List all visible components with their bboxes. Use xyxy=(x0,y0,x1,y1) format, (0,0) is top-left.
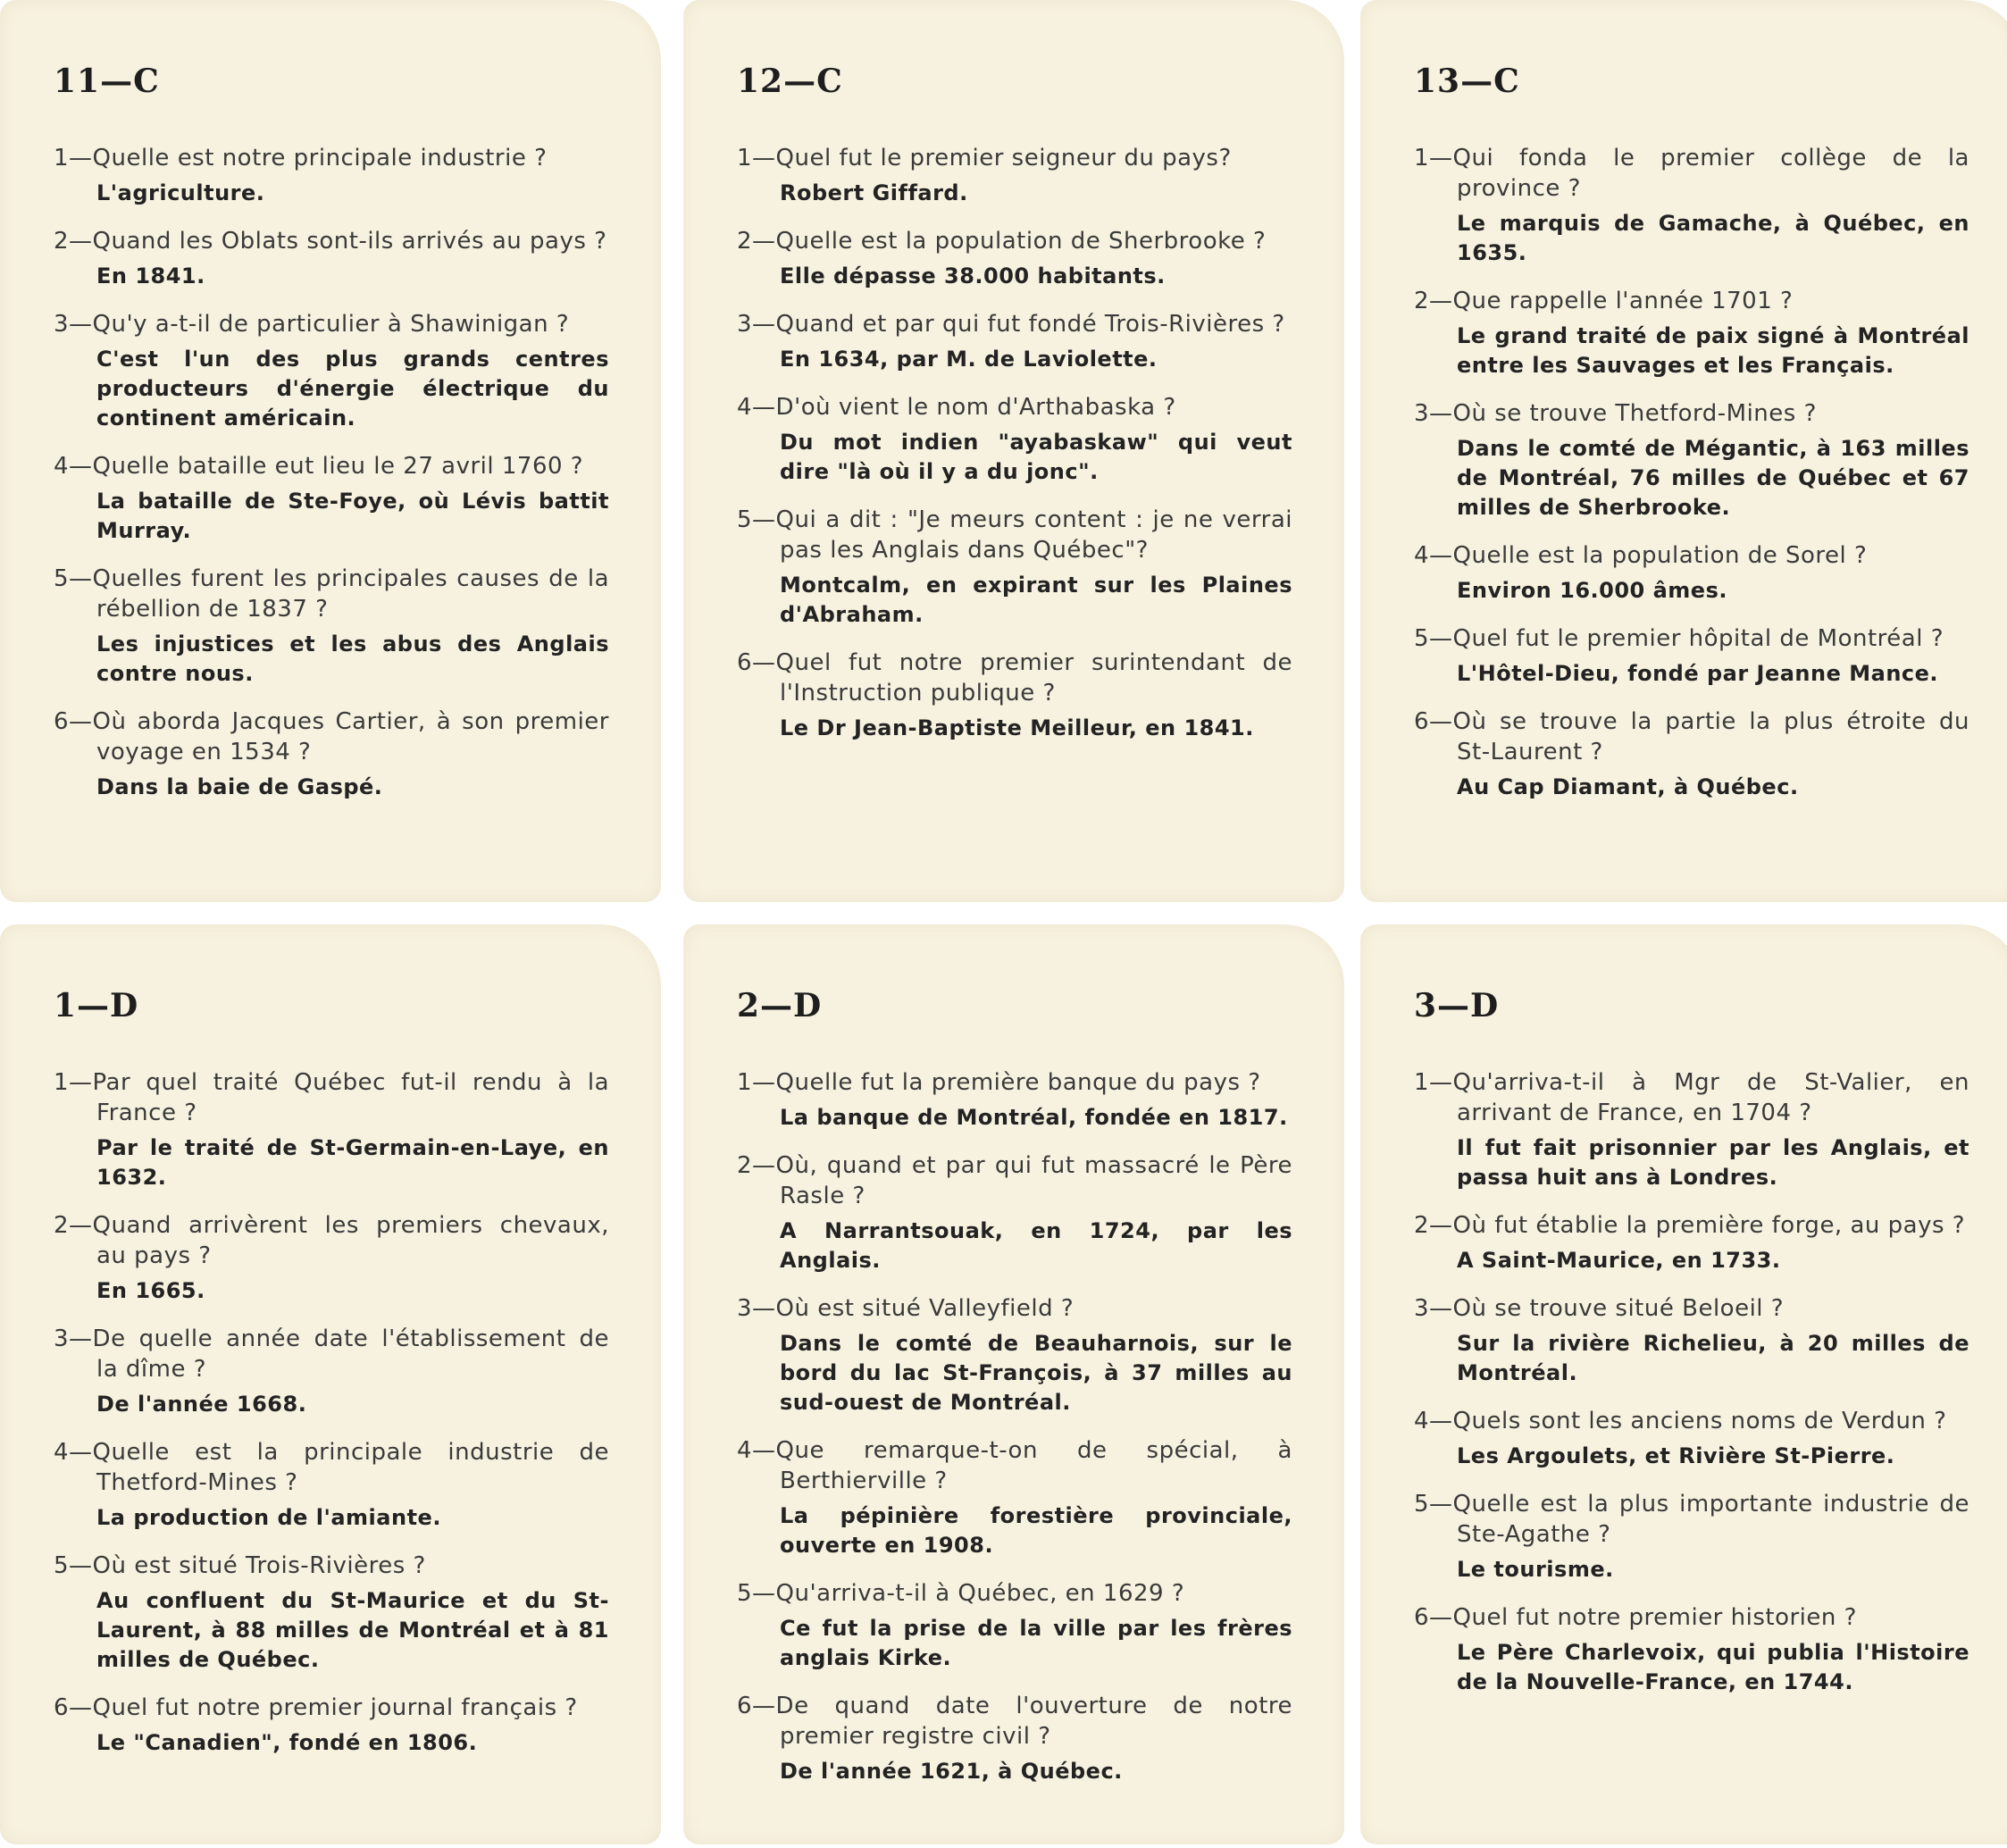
answer-text: La banque de Montréal, fondée en 1817. xyxy=(780,1105,1288,1130)
answer-text: Le tourisme. xyxy=(1457,1557,1614,1582)
question-text: 1—Quel fut le premier seigneur du pays? xyxy=(737,145,1232,171)
question-item xyxy=(54,1324,609,1419)
question-text: 1—Qui fonda le premier collège de la province ? xyxy=(1414,145,1969,202)
answer-text: Le Dr Jean-Baptiste Meilleur, en 1841. xyxy=(780,715,1254,740)
question-text: 1—Quelle est notre principale industrie ? xyxy=(54,145,548,171)
question-text: 3—De quelle année date l'établissement de la dîme ? xyxy=(54,1325,609,1383)
answer-text: A Saint-Maurice, en 1733. xyxy=(1457,1248,1781,1273)
answer-text: La bataille de Ste-Foye, où Lévis battit Murray. xyxy=(96,489,609,543)
answer-text: Robert Giffard. xyxy=(780,180,968,205)
question-text: 2—Où fut établie la première forge, au pays ? xyxy=(1414,1212,1966,1239)
card-title: 13—C xyxy=(1414,63,1520,100)
answer-text: La production de l'amiante. xyxy=(96,1505,441,1530)
answer-text: Sur la rivière Richelieu, à 20 milles de Montréal. xyxy=(1457,1331,1969,1385)
question-item xyxy=(737,392,1292,487)
answer-text: Le "Canadien", fondé en 1806. xyxy=(96,1730,478,1755)
answer-text: Ce fut la prise de la ville par les frères anglais Kirke. xyxy=(780,1616,1292,1670)
question-text: 6—Quel fut notre premier journal français ? xyxy=(54,1694,578,1721)
question-item xyxy=(54,1437,609,1533)
question-text: 5—Où est situé Trois-Rivières ? xyxy=(54,1552,426,1579)
question-text: 6—Où se trouve la partie la plus étroite du St-Laurent ? xyxy=(1414,708,1969,765)
question-item xyxy=(54,451,609,546)
answer-text: Dans la baie de Gaspé. xyxy=(96,774,383,799)
question-item xyxy=(737,1435,1292,1560)
question-text: 2—Que rappelle l'année 1701 ? xyxy=(1414,288,1794,314)
question-text: 6—De quand date l'ouverture de notre premier registre civil ? xyxy=(737,1693,1292,1750)
question-text: 3—Qu'y a-t-il de particulier à Shawinigan ? xyxy=(54,311,570,338)
answer-text: Il fut fait prisonnier par les Anglais, et passa huit ans à Londres. xyxy=(1457,1135,1969,1190)
question-item xyxy=(1414,1210,1969,1275)
question-item xyxy=(737,1150,1292,1275)
answer-text: Elle dépasse 38.000 habitants. xyxy=(780,263,1166,288)
question-item xyxy=(54,1067,609,1192)
question-text: 5—Quelles furent les principales causes de la rébellion de 1837 ? xyxy=(54,565,609,623)
question-item xyxy=(1414,1067,1969,1192)
answer-text: L'agriculture. xyxy=(96,180,265,205)
question-item xyxy=(54,309,609,433)
card-2d xyxy=(683,924,1344,1844)
answer-text: Montcalm, en expirant sur les Plaines d'Abraham. xyxy=(780,573,1292,627)
question-text: 5—Qui a dit : "Je meurs content : je ne verrai pas les Anglais dans Québec"? xyxy=(737,506,1292,564)
answer-text: Environ 16.000 âmes. xyxy=(1457,578,1727,603)
question-text: 6—Quel fut notre premier historien ? xyxy=(1414,1604,1857,1631)
question-text: 5—Quelle est la plus importante industrie de Ste-Agathe ? xyxy=(1414,1491,1969,1548)
question-text: 4—Quels sont les anciens noms de Verdun ? xyxy=(1414,1408,1947,1434)
answer-text: Au confluent du St-Maurice et du St-Laurent, à 88 milles de Montréal et à 81 milles de Québec. xyxy=(96,1588,609,1672)
question-item xyxy=(737,1067,1292,1133)
answer-text: Le grand traité de paix signé à Montréal entre les Sauvages et les Français. xyxy=(1457,323,1969,378)
answer-text: Le marquis de Gamache, à Québec, en 1635. xyxy=(1457,211,1969,265)
question-item xyxy=(54,143,609,208)
answer-text: Les injustices et les abus des Anglais contre nous. xyxy=(96,631,609,686)
answer-text: En 1665. xyxy=(96,1278,205,1303)
question-item xyxy=(54,226,609,291)
question-text: 1—Qu'arriva-t-il à Mgr de St-Valier, en arrivant de France, en 1704 ? xyxy=(1414,1069,1969,1126)
card-1d xyxy=(0,924,661,1844)
card-13c xyxy=(1360,0,2007,902)
question-item xyxy=(1414,707,1969,802)
answer-text: La pépinière forestière provinciale, ouverte en 1908. xyxy=(780,1503,1292,1558)
question-item xyxy=(1414,1602,1969,1697)
question-item xyxy=(1414,540,1969,606)
card-12c xyxy=(683,0,1344,902)
answer-text: Au Cap Diamant, à Québec. xyxy=(1457,774,1799,799)
card-title: 2—D xyxy=(737,987,823,1024)
question-text: 4—Quelle bataille eut lieu le 27 avril 1760 ? xyxy=(54,453,584,480)
answer-text: Le Père Charlevoix, qui publia l'Histoire de la Nouvelle-France, en 1744. xyxy=(1457,1640,1969,1694)
question-text: 2—Quelle est la population de Sherbrooke ? xyxy=(737,228,1267,255)
question-item xyxy=(737,143,1292,208)
answer-text: En 1841. xyxy=(96,263,205,288)
card-11c xyxy=(0,0,661,902)
question-item xyxy=(737,1691,1292,1786)
question-item xyxy=(1414,398,1969,523)
question-item xyxy=(54,707,609,802)
question-item xyxy=(1414,623,1969,689)
answer-text: De l'année 1621, à Québec. xyxy=(780,1759,1123,1784)
card-title: 11—C xyxy=(54,63,160,100)
question-text: 4—Que remarque-t-on de spécial, à Berthierville ? xyxy=(737,1437,1292,1494)
answer-text: En 1634, par M. de Laviolette. xyxy=(780,347,1158,372)
question-item xyxy=(54,564,609,689)
answer-text: De l'année 1668. xyxy=(96,1392,307,1417)
question-text: 4—Quelle est la population de Sorel ? xyxy=(1414,542,1868,569)
question-item xyxy=(737,648,1292,743)
question-text: 1—Par quel traité Québec fut-il rendu à la France ? xyxy=(54,1069,609,1126)
question-text: 5—Quel fut le premier hôpital de Montréal ? xyxy=(1414,625,1944,652)
question-item xyxy=(1414,1489,1969,1585)
question-text: 3—Quand et par qui fut fondé Trois-Rivières ? xyxy=(737,311,1285,338)
question-item xyxy=(1414,1293,1969,1388)
question-item xyxy=(737,1578,1292,1673)
question-text: 3—Où se trouve situé Beloeil ? xyxy=(1414,1295,1785,1322)
answer-text: L'Hôtel-Dieu, fondé par Jeanne Mance. xyxy=(1457,661,1939,686)
question-item xyxy=(737,505,1292,630)
question-item xyxy=(737,309,1292,374)
question-item xyxy=(1414,286,1969,380)
question-item xyxy=(1414,1406,1969,1471)
question-text: 5—Qu'arriva-t-il à Québec, en 1629 ? xyxy=(737,1580,1185,1607)
question-item xyxy=(54,1693,609,1758)
question-text: 4—D'où vient le nom d'Arthabaska ? xyxy=(737,394,1176,421)
question-text: 4—Quelle est la principale industrie de Thetford-Mines ? xyxy=(54,1439,609,1496)
question-item xyxy=(737,226,1292,291)
question-text: 2—Quand arrivèrent les premiers chevaux, au pays ? xyxy=(54,1212,609,1269)
question-item xyxy=(737,1293,1292,1417)
question-item xyxy=(54,1210,609,1306)
question-text: 2—Où, quand et par qui fut massacré le Père Rasle ? xyxy=(737,1152,1292,1209)
question-text: 1—Quelle fut la première banque du pays ? xyxy=(737,1069,1261,1096)
answer-text: Dans le comté de Mégantic, à 163 milles de Montréal, 76 milles de Québec et 67 milles de Sherbrooke. xyxy=(1457,436,1969,520)
card-3d xyxy=(1360,924,2007,1844)
answer-text: Les Argoulets, et Rivière St-Pierre. xyxy=(1457,1443,1895,1468)
card-title: 12—C xyxy=(737,63,843,100)
answer-text: Par le traité de St-Germain-en-Laye, en 1632. xyxy=(96,1135,609,1190)
card-title: 1—D xyxy=(54,987,139,1024)
question-item xyxy=(1414,143,1969,268)
answer-text: C'est l'un des plus grands centres producteurs d'énergie électrique du continent américain. xyxy=(96,347,609,431)
question-text: 2—Quand les Oblats sont-ils arrivés au pays ? xyxy=(54,228,607,255)
question-item xyxy=(54,1551,609,1675)
question-text: 3—Où se trouve Thetford-Mines ? xyxy=(1414,400,1817,427)
question-text: 6—Où aborda Jacques Cartier, à son premier voyage en 1534 ? xyxy=(54,708,609,765)
card-title: 3—D xyxy=(1414,987,1500,1024)
question-text: 6—Quel fut notre premier surintendant de l'Instruction publique ? xyxy=(737,649,1292,707)
question-text: 3—Où est situé Valleyfield ? xyxy=(737,1295,1075,1322)
answer-text: Dans le comté de Beauharnois, sur le bord du lac St-François, à 37 milles au sud-ouest de Montréal. xyxy=(780,1331,1292,1415)
answer-text: A Narrantsouak, en 1724, par les Anglais. xyxy=(780,1218,1292,1273)
answer-text: Du mot indien "ayabaskaw" qui veut dire "là où il y a du jonc". xyxy=(780,430,1292,484)
